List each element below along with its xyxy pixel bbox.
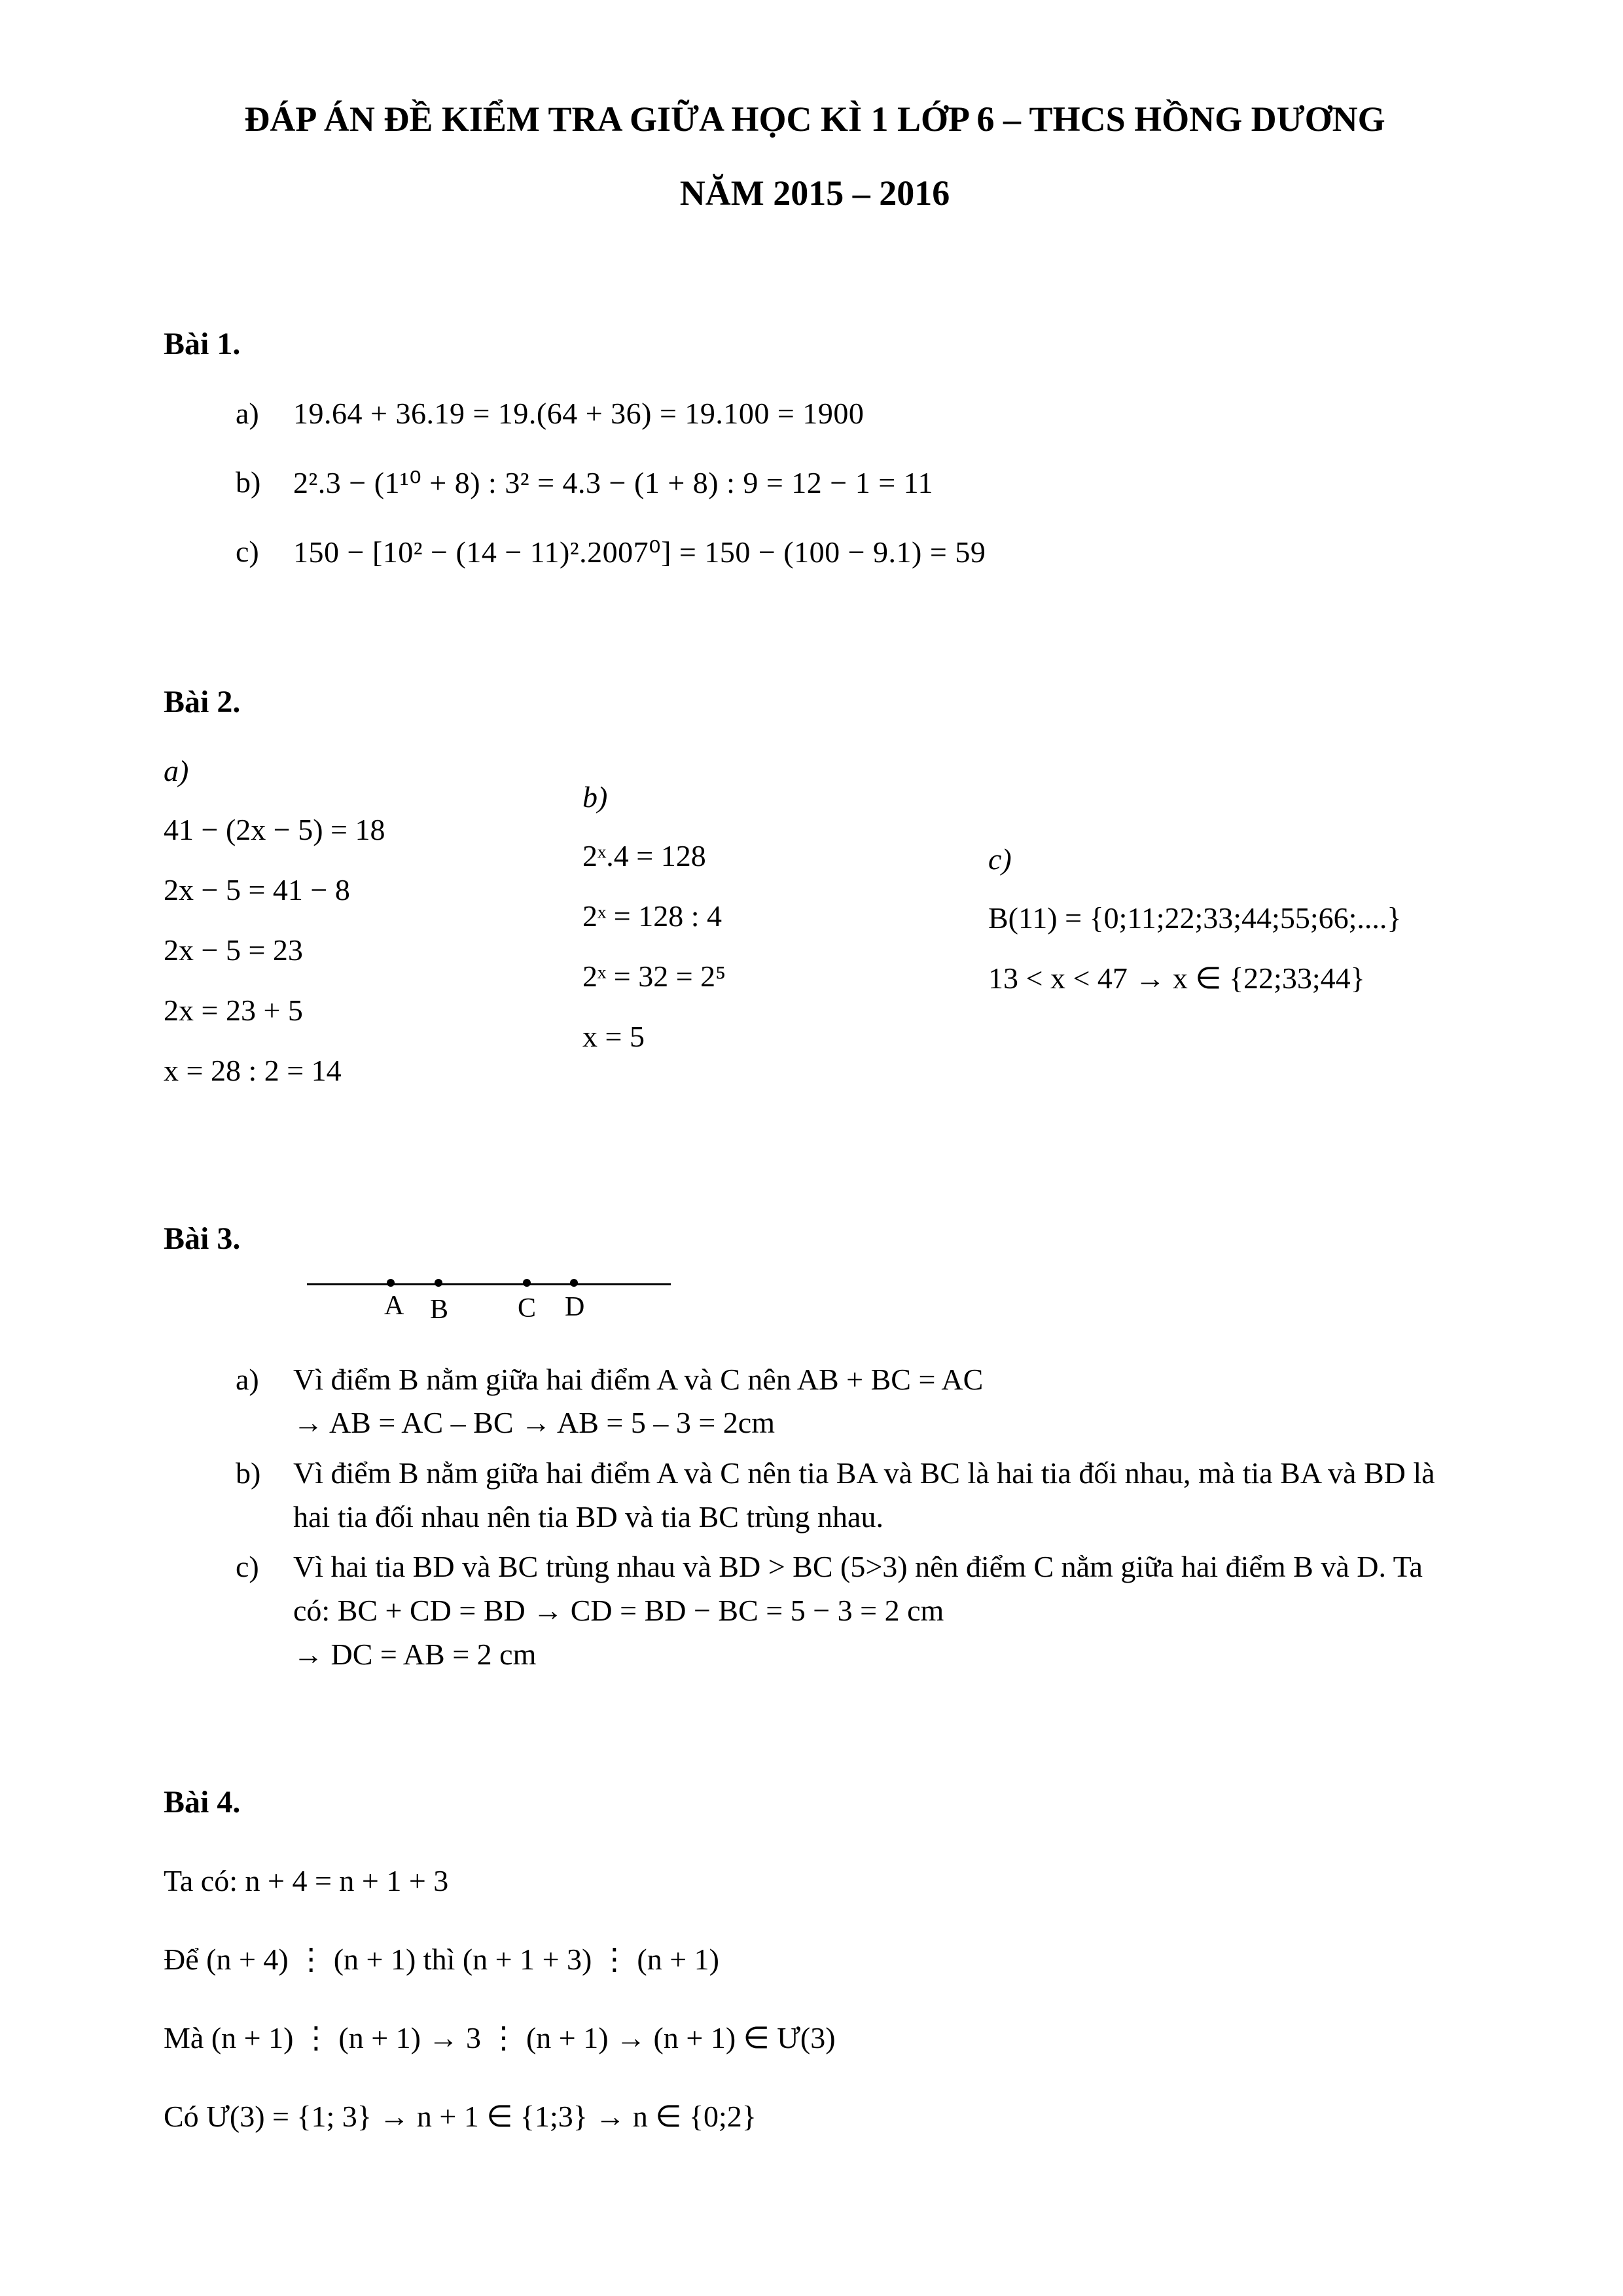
item-label: b) <box>236 1456 261 1490</box>
bai2-columns <box>164 753 1466 1116</box>
equation-line: B(11) = {0;11;22;33;44;55;66;....} <box>988 901 1402 935</box>
bai4-heading: Bài 4. <box>164 1785 241 1820</box>
section-bai1 <box>164 326 1466 569</box>
section-bai2 <box>164 684 1466 1116</box>
bai3-heading: Bài 3. <box>164 1221 241 1256</box>
doc-title-line1: ĐÁP ÁN ĐỀ KIỂM TRA GIỮA HỌC KÌ 1 LỚP 6 – THCS HỒNG DƯƠNG <box>244 99 1385 139</box>
bai2-column-a <box>164 753 582 1116</box>
bai4-line: Để (n + 4) ⋮ (n + 1) thì (n + 1 + 3) ⋮ (n + 1) <box>164 1943 719 1977</box>
column-label: a) <box>164 753 189 787</box>
equation-line: 2x − 5 = 23 <box>164 933 303 967</box>
text-line: Vì điểm B nằm giữa hai điểm A và C nên AB + BC = AC <box>293 1362 984 1396</box>
point-A-label: A <box>384 1290 404 1321</box>
item-label: c) <box>236 534 259 568</box>
bai4-line: Có Ư(3) = {1; 3} → n + 1 ∈ {1;3} → n ∈ {0;2} <box>164 2100 757 2134</box>
point-C-label: C <box>518 1293 537 1322</box>
equation-line: 2x = 23 + 5 <box>164 993 303 1027</box>
bai3-item-b <box>236 1452 1466 1539</box>
item-label: c) <box>236 1550 259 1584</box>
item-label: a) <box>236 1362 259 1396</box>
text-line: Vì điểm B nằm giữa hai điểm A và C nên tia BA và BC là hai tia đối nhau, mà tia BA và BD là hai tia đối nhau nên tia BD và tia BC trùng nhau. <box>293 1456 1435 1534</box>
item-text <box>293 1545 1466 1676</box>
bai3-item-c <box>236 1545 1466 1676</box>
item-text <box>293 1452 1466 1539</box>
item-label: b) <box>236 465 261 499</box>
equation-line: 2ˣ.4 = 128 <box>582 838 706 872</box>
number-line-diagram <box>304 1262 697 1322</box>
column-label: c) <box>988 842 1012 876</box>
bai1-item-a <box>236 396 1466 431</box>
math-expression: 150 − [10² − (14 − 11)².2007⁰] = 150 − (100 − 9.1) = 59 <box>293 535 986 569</box>
doc-title-line2: NĂM 2015 – 2016 <box>679 173 950 213</box>
text-line: → AB = AC – BC → AB = 5 – 3 = 2cm <box>293 1406 775 1440</box>
bai4-line: Ta có: n + 4 = n + 1 + 3 <box>164 1864 449 1898</box>
text-line: → DC = AB = 2 cm <box>293 1637 537 1671</box>
point-C-dot <box>523 1279 531 1287</box>
section-bai3 <box>164 1221 1466 1677</box>
bai1-item-b <box>236 465 1466 500</box>
equation-line: 2x − 5 = 41 − 8 <box>164 872 350 906</box>
equation-line: x = 5 <box>582 1019 645 1053</box>
bai4-line: Mà (n + 1) ⋮ (n + 1) → 3 ⋮ (n + 1) → (n + 1) ∈ Ư(3) <box>164 2021 836 2055</box>
point-B-label: B <box>430 1294 449 1322</box>
section-bai4 <box>164 1784 1466 2134</box>
bai2-column-c <box>988 844 1466 1116</box>
bai3-list <box>236 1358 1466 1677</box>
bai1-item-c <box>236 534 1466 569</box>
point-B-dot <box>435 1279 442 1287</box>
equation-line: 41 − (2x − 5) = 18 <box>164 812 385 846</box>
point-D-dot <box>570 1279 578 1287</box>
point-A-dot <box>387 1279 395 1287</box>
equation-line: 2ˣ = 128 : 4 <box>582 899 722 933</box>
bai3-item-a <box>236 1358 1466 1445</box>
math-expression: 19.64 + 36.19 = 19.(64 + 36) = 19.100 = 1900 <box>293 396 865 430</box>
equation-line: 2ˣ = 32 = 2⁵ <box>582 959 726 993</box>
equation-line: 13 < x < 47 → x ∈ {22;33;44} <box>988 961 1365 995</box>
equation-line: x = 28 : 2 = 14 <box>164 1053 342 1087</box>
point-D-label: D <box>565 1291 585 1322</box>
math-expression: 2².3 − (1¹⁰ + 8) : 3² = 4.3 − (1 + 8) : 9 = 12 − 1 = 11 <box>293 465 933 499</box>
item-label: a) <box>236 396 259 430</box>
item-text <box>293 1358 1466 1445</box>
bai2-heading: Bài 2. <box>164 684 241 719</box>
bai1-heading: Bài 1. <box>164 326 241 361</box>
text-line: Vì hai tia BD và BC trùng nhau và BD > BC (5>3) nên điểm C nằm giữa hai điểm B và D. Ta có: BC + CD = BD → CD = BD − BC = 5 − 3 = 2 cm <box>293 1550 1423 1628</box>
column-label: b) <box>582 780 608 814</box>
bai2-column-b <box>582 782 988 1116</box>
